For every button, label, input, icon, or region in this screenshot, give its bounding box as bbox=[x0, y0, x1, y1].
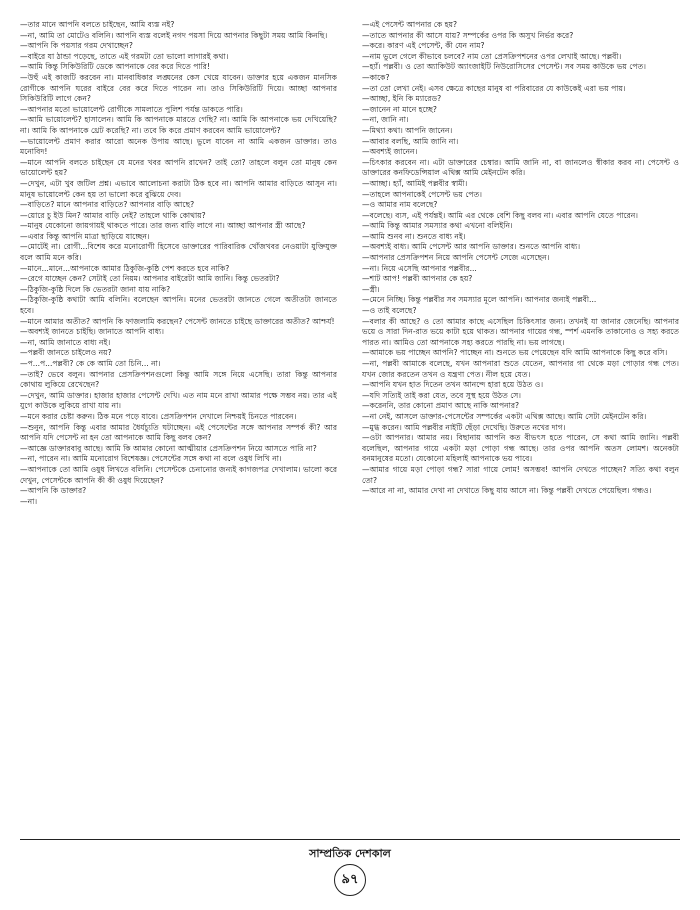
dialogue-paragraph: —অবশ্যই জানেন। bbox=[362, 147, 418, 157]
dialogue-paragraph: —আমি ভায়োলেন্ট? হাসালেন। আমি কি আপনাকে মারতে গেছি? না। আমি কি আপনাকে ভয় দেখিয়েছি? না। আমি কি আপনাকে থ্রেট করেছি? না। তবে কি করে প্রমাণ করবেন আমি ভায়োলেন্ট? bbox=[20, 115, 337, 135]
magazine-title: সাম্প্রতিক দেশকাল bbox=[309, 847, 391, 860]
right-text-column bbox=[362, 20, 679, 832]
dialogue-paragraph: —চিৎকার করবেন না। এটা ডাক্তারের চেম্বার। আমি জানি না, বা জানলেও স্বীকার করব না। পেসেন্ট ও ডাক্তারের কনফিডেন্সিয়াল এথিক্স আমি মেইনটেন করি। bbox=[362, 157, 679, 178]
left-text-column bbox=[20, 20, 337, 832]
dialogue-paragraph: —না, পল্লবী আমাকে বলেছে, যখন আপনারা শুতে যেতেন, আপনার গা থেকে মড়া পোড়ার গন্ধ পেত। যখন জোর করতেন তখন ও যন্ত্রণা পেত। নীল হয়ে যেত। bbox=[362, 359, 679, 379]
dialogue-paragraph: —অবশ্যই বাধ্য। আমি পেসেন্ট আর আপনি ডাক্তার। শুনতে আপনি বাধ্য। bbox=[362, 242, 581, 252]
dialogue-paragraph: —অবশ্যই জানতে চাইছি। জানাতে আপনি বাধ্য। bbox=[20, 327, 164, 337]
dialogue-paragraph: —দেখুন, এটা খুব জটিল প্রশ্ন। এভাবে আলোচনা করাটা ঠিক হবে না। আপনি আমার বাড়িতে আসুন না। মানুষ ভায়োলেন্ট কেন হয় তা ভালো করে বুঝিয়ে দেব। bbox=[20, 178, 337, 199]
dialogue-paragraph: —বাড়িতে? মানে আপনার বাড়িতে? আপনার বাড়ি আছে? bbox=[20, 200, 195, 210]
dialogue-paragraph: —মনে করার চেষ্টা করুন। ঠিক মনে পড়ে যাবে। প্রেসক্রিপশন দেখালে নিশ্চয়ই চিনতে পারবেন। bbox=[20, 411, 297, 421]
dialogue-paragraph: —আপনার প্রেসক্রিপশন নিয়ে আপনি পেসেন্ট সেজে এসেছেন। bbox=[362, 253, 550, 263]
footer-divider bbox=[20, 839, 680, 840]
dialogue-paragraph: —আমার গায়ে মড়া পোড়া গন্ধ? সারা গায়ে লোম! অসম্ভব! আপনি দেখতে পাচ্ছেন? সত্যি কথা বলুন তো? bbox=[362, 464, 679, 485]
dialogue-paragraph: —বাইরে যা ঠান্ডা পড়েছে, তাতে এই গরমটা তো ভালো লাগারই কথা। bbox=[20, 51, 229, 61]
dialogue-paragraph: —মুগ্ধ করেন। আমি পল্লবীর নাইটি ছেঁড়া দেখেছি। উরুতে নখের দাগ। bbox=[362, 422, 566, 432]
dialogue-paragraph: —তাই? ভেবে বলুন। আপনার প্রেসক্রিপশনগুলো কিন্তু আমি সঙ্গে নিয়ে এসেছি। তারা কিন্তু আপনার কোথায় লুকিয়ে রেখেছেন? bbox=[20, 369, 337, 390]
dialogue-paragraph: —আচ্ছা। হ্যাঁ, আমিই পল্লবীর স্বামী। bbox=[362, 178, 468, 188]
dialogue-paragraph: —শাট আপ! পল্লবী আপনার কে হয়? bbox=[362, 274, 473, 284]
dialogue-paragraph: —মানুষ যেকোনো জায়গায়ই থাকতে পারে। তার জন্য বাড়ি লাগে না। আচ্ছা আপনার স্ত্রী আছে? bbox=[20, 221, 306, 231]
dialogue-paragraph: —দেখুন, আমি ডাক্তার। হাজার হাজার পেসেন্ট দেখি। এত নাম মনে রাখা আমার পক্ষে সম্ভব নয়। তার এই যুগে কাউকে লুকিয়ে রাখা যায় না। bbox=[20, 390, 337, 411]
dialogue-paragraph: —করেননি, তার কোনো প্রমাণ আছে নাকি আপনার? bbox=[362, 401, 520, 411]
dialogue-paragraph: —মানে আপনি বলতে চাইছেন যে মনের খবর আপনি রাখেন? তাই তো? তাহলে বলুন তো মানুষ কেন ভায়োলেন্ট হয়? bbox=[20, 157, 337, 178]
dialogue-paragraph: —পল্লবী জানতে চাইলেও নয়? bbox=[20, 348, 112, 358]
dialogue-paragraph: —আমি শুনব না। শুনতে বাধ্য নই। bbox=[362, 231, 466, 241]
dialogue-paragraph: —এই পেসেন্ট আপনার কে হয়? bbox=[362, 20, 458, 29]
dialogue-paragraph: —উহুঁ এই কাজটি করবেন না। মানবাধিকার লঙ্ঘনের কেস খেয়ে যাবেন। ডাক্তার হয়ে একজন মানসিক রোগীকে আপনি ঘরের বাইরে বের করে দিতে পারেন না। তাও সিকিউরিটি দিয়ে। আচ্ছা আপনার সিকিউরিটি লাগে কেন? bbox=[20, 72, 337, 104]
dialogue-paragraph: —না, আমি জানাতে বাধ্য নই। bbox=[20, 337, 111, 347]
dialogue-paragraph: —আপনি কি ডাক্তার? bbox=[20, 486, 87, 496]
dialogue-paragraph: —যদি সত্যিই তাই করা যেত, তবে সুস্থ হয়ে উঠত সে। bbox=[362, 390, 522, 400]
dialogue-paragraph: —আচ্ছা, ইনি কি ম্যারেড? bbox=[362, 94, 442, 104]
dialogue-paragraph: —আপনি যখন হাত দিতেন তখন আনন্দে হারা হয়ে উঠত ও। bbox=[362, 380, 544, 390]
dialogue-paragraph: —আবার বলছি, আমি জানি না। bbox=[362, 136, 459, 146]
dialogue-paragraph: —মোটেই না। রোগী...বিশেষ করে মনোরোগী হিসেবে ডাক্তারের পারিবারিক খোঁজখবর নেওয়াটা যুক্তিযুক্ত বলে আমি মনে করি। bbox=[20, 242, 337, 263]
dialogue-paragraph: —না, পারেন না। আমি মনোরোগ বিশেষজ্ঞ। পেসেন্টের সঙ্গে কথা না বলে ওষুধ লিখি না। bbox=[20, 454, 282, 464]
dialogue-paragraph: —শুনুন, আপনি কিন্তু এবার আমার ধৈর্যচ্যুতি ঘটাচ্ছেন। এই পেসেন্টের সঙ্গে আপনার সম্পর্ক কী? আর আপনি যদি পেসেন্ট না হন তো আপনাকে আমি কিছু বলব কেন? bbox=[20, 422, 337, 443]
dialogue-paragraph: —তার মানে আপনি বলতে চাইছেন, আমি ব্যস্ত নই? bbox=[20, 20, 175, 29]
dialogue-paragraph: —না, জানি না। bbox=[362, 115, 409, 125]
dialogue-paragraph: —প...প...পল্লবী? কে কে আমি তো চিনি... না। bbox=[20, 359, 161, 368]
dialogue-paragraph: —মিথ্যা কথা। আপনি জানেন। bbox=[362, 125, 453, 135]
dialogue-paragraph: —স্ত্রী। bbox=[362, 284, 380, 294]
dialogue-paragraph: —কাকে? bbox=[362, 72, 390, 82]
dialogue-paragraph: —ও তাই বলেছে? bbox=[362, 306, 417, 316]
dialogue-paragraph: —আমাকে ভয় পাচ্ছেন আপনি? পাচ্ছেন না। শুনতে ভয় পেয়েছেন যদি আমি আপনাকে কিছু করে বসি। bbox=[362, 348, 668, 358]
dialogue-paragraph: —আজ্ঞে ডাক্তারবাবু আছে। আমি কি আমার কোনো আত্মীয়ার প্রেসক্রিপশন নিয়ে আসতে পারি না? bbox=[20, 443, 317, 453]
dialogue-paragraph: —ওটা আপনার। আমার নয়। বিছানায় আপনি কত বীভৎস হতে পারেন, সে কথা আমি জানি। পল্লবী বলেছিল, আপনার গায়ে একটা মড়া পোড়া গন্ধ আছে। তার ওপর আপনি অতস লোমশ। অনেকটা বনমানুষের মতো। যেকোনো মহিলাই আপনাকে ভয় পাবে। bbox=[362, 433, 679, 464]
dialogue-paragraph: —মানে আমার অতীত? আপনি কি ফাজলামি করছেন? পেসেন্ট জানতে চাইছে ডাক্তারের অতীত? আশ্চর্য! bbox=[20, 316, 335, 326]
dialogue-paragraph: —না। নিয়ে এসেছি আপনার পল্লবীর... bbox=[362, 263, 477, 273]
dialogue-paragraph: —আপনি কি পয়সার গরম দেখাচ্ছেন? bbox=[20, 41, 133, 51]
dialogue-paragraph: —আমি কিন্তু সিকিউরিটি ডেকে আপনাকে বের করে দিতে পারি! bbox=[20, 62, 210, 72]
dialogue-paragraph: —জানেন না মানে হচ্ছে? bbox=[362, 104, 437, 114]
dialogue-paragraph: —মানে...মানে...আপনাকে আমার ঠিকুজি-কুষ্ঠি পেশ করতে হবে নাকি? bbox=[20, 263, 230, 273]
dialogue-paragraph: —বলার কী আছে? ও তো আমার কাছে এসেছিল চিকিৎসার জন্য। তখনই যা জানার জেনেছি। আপনার ভয়ে ও সারা দিন-রাত ভয়ে কাটা হয়ে থাকত। আপনার গায়ের গন্ধ, স্পর্শ এমনকি তাকানোও ও সহ্য করতে পারত না। আমিও তো আপনাকে সহ্য করতে পারছি না। ভয় লাগছে। bbox=[362, 316, 679, 347]
dialogue-paragraph: —তাহলে আপনাকেই পেসেন্ট ভয় পেত। bbox=[362, 189, 482, 199]
dialogue-paragraph: —না। bbox=[20, 496, 38, 506]
dialogue-paragraph: —নাম ভুলে গেলে কীভাবে চলবে? নাম তো প্রেসক্রিপশনের ওপর লেখাই আছে। পল্লবী। bbox=[362, 51, 622, 61]
dialogue-paragraph: —আরে না না, আমার দেখা না দেখাতে কিছু যায় আসে না। কিন্তু পল্লবী দেখতে পেয়েছিল। গন্ধও। bbox=[362, 486, 652, 496]
article-page bbox=[20, 20, 680, 832]
dialogue-paragraph: —ভায়োলেন্ট প্রমাণ করার আরো অনেক উপায় আছে। ভুলে যাবেন না আমি একজন ডাক্তার। তাও মনোবিদ! bbox=[20, 136, 337, 157]
dialogue-paragraph: —ঠিকুজি-কুষ্ঠি দিলে কি ভেতরটা জানা যায় নাকি? bbox=[20, 284, 171, 294]
dialogue-paragraph: —না নেই, আসলে ডাক্তার-পেসেন্টের সম্পর্কের একটা এথিক্স আছে। আমি সেটা মেইনটেন করি। bbox=[362, 411, 647, 421]
dialogue-paragraph: —হ্যাঁ। পল্লবী। ও তো অ্যাকিউট অ্যাংজাইটি নিউরোসিসের পেসেন্ট। সব সময় কাউকে ভয় পেত। bbox=[362, 62, 646, 72]
dialogue-paragraph: —এবার কিন্তু আপনি মাত্রা ছাড়িয়ে যাচ্ছেন। bbox=[20, 231, 150, 241]
dialogue-paragraph: —না, আমি তা মোটেও বলিনি। আপনি ব্যস্ত বলেই নগদ পয়সা দিয়ে আপনার কিছুটা সময় আমি কিনছি। bbox=[20, 30, 328, 40]
dialogue-paragraph: —তাতে আপনার কী আসে যায়? সম্পর্কের ওপর কি অসুখ নির্ভর করে? bbox=[362, 30, 574, 40]
dialogue-paragraph: —আপনাকে তো আমি ওষুধ লিখতে বলিনি। পেসেন্টকে চেনানোর জন্যই কাগজপত্র দেখালাম। ভালো করে দেখুন, পেসেন্টকে আপনি কী কী ওষুধ দিয়েছেন? bbox=[20, 464, 337, 485]
dialogue-paragraph: —আপনার মতো ভায়োলেন্ট রোগীকে সামলাতে পুলিশ পর্যন্ত ডাকতে পারি। bbox=[20, 104, 243, 114]
page-number: ৯৭ bbox=[334, 864, 366, 896]
dialogue-paragraph: —ও আমার নাম বলেছে? bbox=[362, 200, 438, 210]
dialogue-paragraph: —রেগে যাচ্ছেন কেন? সেটাই তো নিয়ম। আপনার বাইরেটা আমি জানি। কিন্তু ভেতরটা? bbox=[20, 274, 280, 284]
dialogue-paragraph: —মেনে নিচ্ছি। কিন্তু পল্লবীর সব সমস্যার মূলে আপনি। আপনার জন্যই পল্লবী... bbox=[362, 295, 597, 305]
dialogue-paragraph: —করে। কারণ এই পেসেন্ট, কী যেন নাম? bbox=[362, 41, 485, 51]
dialogue-paragraph: —য়োরে চু ইউ মিন? আমার বাড়ি নেই? তাহলে থাকি কোথায়? bbox=[20, 210, 206, 220]
dialogue-paragraph: —বলেছে। ব্যস, এই পর্যন্তই। আমি এর থেকে বেশি কিছু বলব না। এবার আপনি যেতে পারেন। bbox=[362, 210, 639, 220]
dialogue-paragraph: —ঠিকুজি-কুষ্ঠি কথাটা আমি বলিনি। বলেছেন আপনি। মনের ভেতরটা জানতে গেলে অতীতটা জানতে হবে। bbox=[20, 295, 337, 316]
dialogue-paragraph: —তা তো লেখা নেই। এসব ক্ষেত্রে কাছের মানুষ বা পরিবারের যে কাউকেই এরা ভয় পায়। bbox=[362, 83, 626, 93]
dialogue-paragraph: —আমি কিন্তু আমার সমস্যার কথা এখনো বলিইনি। bbox=[362, 221, 513, 231]
